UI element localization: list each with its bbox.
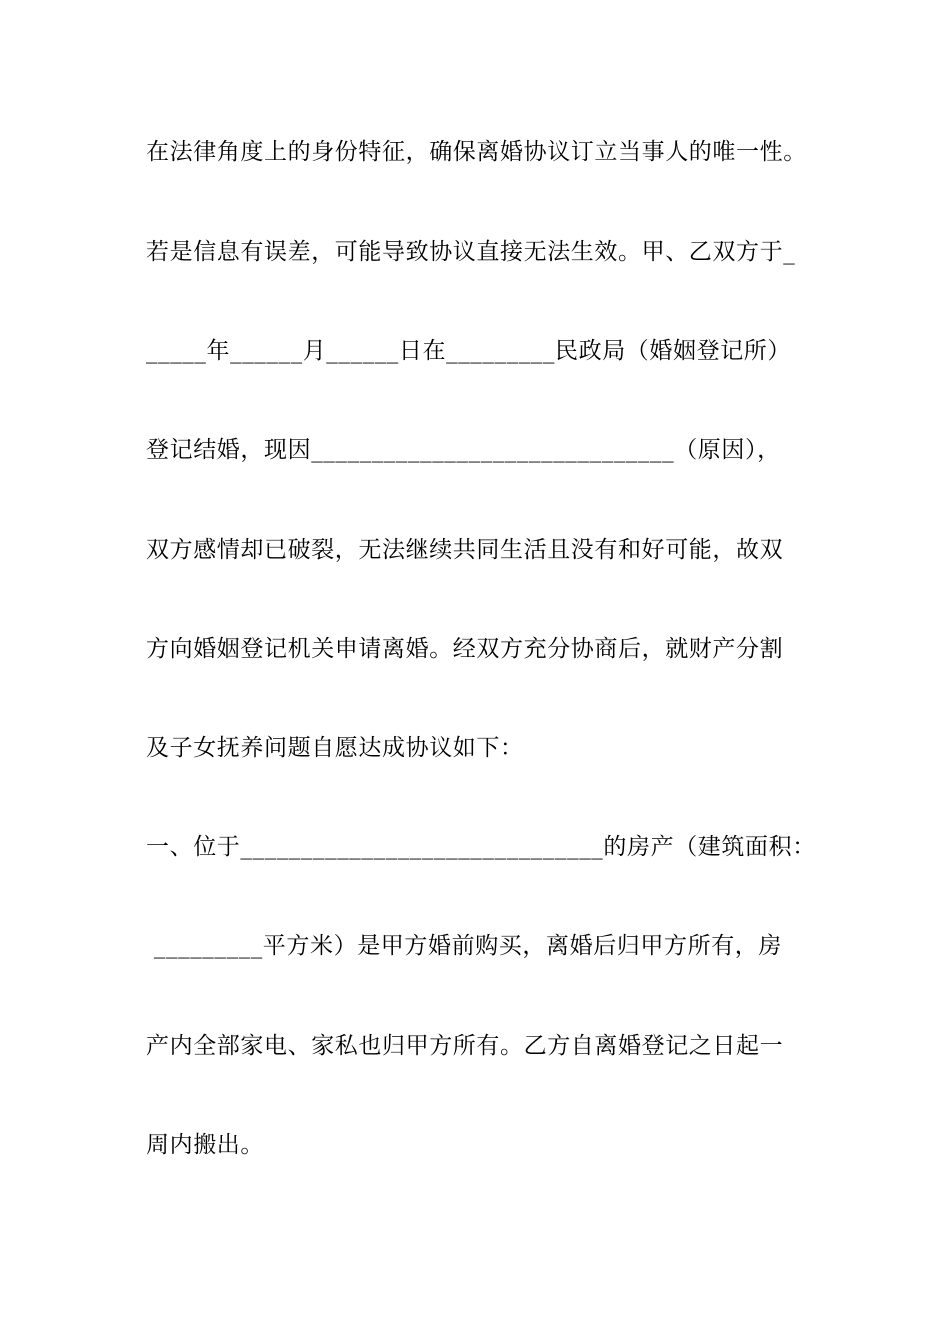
text-line: 周内搬出。 <box>146 1132 264 1158</box>
text-line: 若是信息有误差，可能导致协议直接无法生效。甲、乙双方于_ <box>146 239 796 265</box>
text-line: 方向婚姻登记机关申请离婚。经双方充分协商后，就财产分割 <box>146 636 784 662</box>
text-line: 及子女抚养问题自愿达成协议如下： <box>146 735 524 761</box>
text-line: _____年______月______日在_________民政局（婚姻登记所） <box>146 338 791 364</box>
text-line: 双方感情却已破裂，无法继续共同生活且没有和好可能，故双 <box>146 537 784 563</box>
text-line: 一、位于______________________________的房产（建筑面积： <box>146 834 816 860</box>
text-line: 在法律角度上的身份特征，确保离婚协议订立当事人的唯一性。 <box>146 139 807 165</box>
text-line: _________平方米）是甲方婚前购买，离婚后归甲方所有，房 <box>146 933 783 959</box>
text-line: 产内全部家电、家私也归甲方所有。乙方自离婚登记之日起一 <box>146 1033 784 1059</box>
text-line: 登记结婚，现因______________________________（原因）， <box>146 437 781 463</box>
